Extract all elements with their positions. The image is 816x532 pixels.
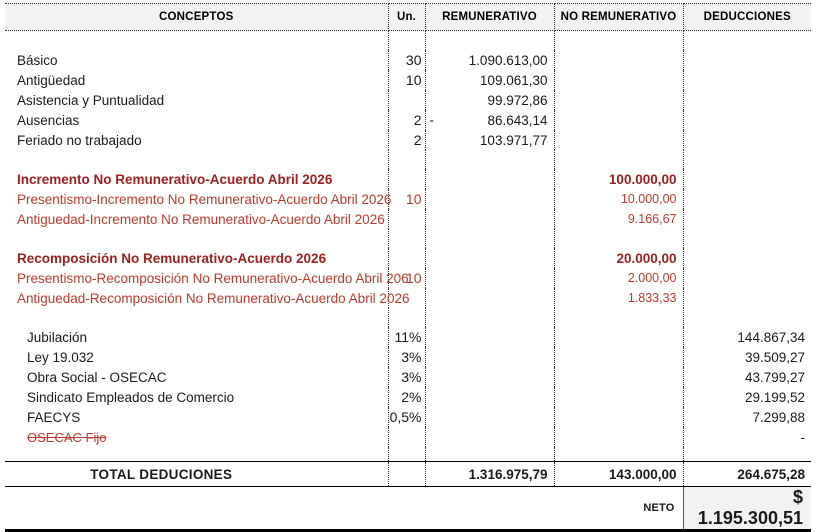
spacer-cell: [388, 447, 425, 462]
non-remunerative-value: 10.000,00: [554, 189, 683, 209]
table-row: [5, 90, 811, 110]
table-row: [5, 50, 811, 70]
remunerative-value: 1.090.613,00: [425, 50, 554, 70]
table-row: [5, 347, 811, 367]
concept-label: Antiguedad-Incremento No Remunerativo-Acuerdo Abril 2026: [5, 209, 388, 229]
table-row: [5, 288, 811, 308]
table-row: [5, 367, 811, 387]
spacer-cell: [683, 31, 811, 51]
concept-label: Asistencia y Puntualidad: [5, 90, 388, 110]
unit-value: 2%: [388, 387, 425, 407]
deduction-value: [683, 70, 811, 90]
concept-label: Ley 19.032: [5, 347, 388, 367]
neto-label: NETO: [554, 487, 683, 531]
spacer-row-pre-total: [5, 447, 811, 462]
total-label: TOTAL DEDUCIONES: [5, 462, 388, 487]
remunerative-value: [425, 268, 554, 288]
spacer-cell: [683, 447, 811, 462]
non-remunerative-value: [554, 427, 683, 447]
unit-value: 2: [388, 130, 425, 150]
spacer-cell: [554, 150, 683, 169]
spacer-cell: [554, 229, 683, 248]
non-remunerative-value: [554, 327, 683, 347]
table-row: [5, 327, 811, 347]
concept-label: Presentismo-Incremento No Remunerativo-Acuerdo Abril 2026: [5, 189, 388, 209]
deduction-value: [683, 110, 811, 130]
spacer-cell: [5, 150, 388, 169]
concept-label: Antiguedad-Recomposición No Remunerativo-Acuerdo Abril 2026: [5, 288, 388, 308]
total-unit-cell: [388, 462, 425, 487]
remunerative-value: [425, 110, 554, 130]
non-remunerative-value: [554, 70, 683, 90]
spacer-row-top: [5, 31, 811, 51]
accord-title-row: [5, 248, 811, 268]
spacer-cell: [683, 229, 811, 248]
payroll-table: [5, 3, 811, 532]
total-remunerative-value: 1.316.975,79: [425, 462, 554, 487]
concept-label: Sindicato Empleados de Comercio: [5, 387, 388, 407]
deduction-value: [683, 268, 811, 288]
remunerative-value: [425, 347, 554, 367]
deduction-value: 144.867,34: [737, 329, 805, 345]
non-remunerative-value: [554, 90, 683, 110]
remunerative-value: [425, 427, 554, 447]
spacer-cell: [554, 447, 683, 462]
remunerative-value: 109.061,30: [425, 70, 554, 90]
spacer-cell: [425, 31, 554, 51]
spacer-cell: [683, 150, 811, 169]
table-row: [5, 110, 811, 130]
spacer-cell: [5, 31, 388, 51]
unit-value: 10: [388, 189, 425, 209]
accord-title-label: Recomposición No Remunerativo-Acuerdo 2026: [5, 248, 388, 268]
remunerative-value: 99.972,86: [425, 90, 554, 110]
table-row: [5, 189, 811, 209]
deduction-value: 7.299,88: [752, 409, 805, 425]
table-row: [5, 387, 811, 407]
deduction-value: [683, 130, 811, 150]
remunerative-amount: 86.643,14: [487, 112, 548, 128]
unit-value: 10: [388, 268, 425, 288]
spacer-cell: [425, 150, 554, 169]
unit-value: 3%: [388, 347, 425, 367]
non-remunerative-value: [554, 347, 683, 367]
remunerative-value: [425, 189, 554, 209]
struck-concept-text: OSECAC Fijo: [27, 429, 107, 445]
column-header-no-remunerativo: NO REMUNERATIVO: [554, 4, 683, 31]
column-header-deducciones: DEDUCCIONES: [683, 4, 811, 31]
table-header-row: [5, 4, 811, 31]
unit-value: [388, 169, 425, 189]
concept-label: Obra Social - OSECAC: [5, 367, 388, 387]
unit-value: 0,5%: [388, 407, 425, 427]
concept-label: Jubilación: [5, 327, 388, 347]
remunerative-value: [425, 248, 554, 268]
concept-label: Antigüedad: [5, 70, 388, 90]
non-remunerative-value: 1.833,33: [554, 288, 683, 308]
remunerative-value: [425, 407, 554, 427]
spacer-cell: [425, 229, 554, 248]
non-remunerative-value: 9.166,67: [554, 209, 683, 229]
concept-label: Presentismo-Recomposición No Remunerativo-Acuerdo Abril 206: [5, 268, 388, 288]
table-row-struck: [5, 427, 811, 447]
remunerative-value: 103.971,77: [425, 130, 554, 150]
deduction-value: 43.799,27: [744, 369, 805, 385]
non-remunerative-value: [554, 50, 683, 70]
unit-value: [388, 90, 425, 110]
unit-value: 3%: [388, 367, 425, 387]
non-remunerative-value: 20.000,00: [554, 248, 683, 268]
spacer-cell: [5, 229, 388, 248]
remunerative-value: [425, 387, 554, 407]
remunerative-value: [425, 367, 554, 387]
deduction-value: 39.509,27: [744, 349, 805, 365]
non-remunerative-value: 100.000,00: [554, 169, 683, 189]
spacer-cell: [683, 308, 811, 327]
unit-value: [388, 427, 425, 447]
payroll-sheet: [0, 3, 816, 528]
spacer-row: [5, 150, 811, 169]
non-remunerative-value: [554, 130, 683, 150]
unit-value: 10: [388, 70, 425, 90]
remunerative-value: [425, 169, 554, 189]
total-non-remunerative-value: 143.000,00: [554, 462, 683, 487]
unit-value: 30: [388, 50, 425, 70]
unit-value: [388, 248, 425, 268]
non-remunerative-value: [554, 110, 683, 130]
deduction-value: [683, 169, 811, 189]
concept-label: Ausencias: [5, 110, 388, 130]
total-deductions-value: 264.675,28: [683, 462, 811, 487]
deduction-value: [683, 90, 811, 110]
table-row: [5, 130, 811, 150]
table-row: [5, 268, 811, 288]
remunerative-value: [425, 327, 554, 347]
column-header-conceptos: CONCEPTOS: [5, 4, 388, 31]
negative-sign: -: [429, 112, 434, 128]
spacer-cell: [388, 229, 425, 248]
deduction-value: -: [800, 429, 805, 445]
spacer-row: [5, 308, 811, 327]
accord-title-row: [5, 169, 811, 189]
spacer-cell: [5, 308, 388, 327]
unit-value: 2: [388, 110, 425, 130]
non-remunerative-value: [554, 387, 683, 407]
concept-label: Feriado no trabajado: [5, 130, 388, 150]
remunerative-value: [425, 288, 554, 308]
spacer-cell: [554, 308, 683, 327]
spacer-cell: [554, 31, 683, 51]
unit-value: [388, 209, 425, 229]
spacer-cell: [425, 308, 554, 327]
non-remunerative-value: [554, 367, 683, 387]
concept-label: FAECYS: [5, 407, 388, 427]
spacer-cell: [388, 150, 425, 169]
column-header-unidades: Un.: [388, 4, 425, 31]
neto-empty-cell: [5, 487, 554, 531]
spacer-cell: [388, 31, 425, 51]
total-row: [5, 462, 811, 487]
table-row: [5, 209, 811, 229]
neto-value: $ 1.195.300,51: [683, 487, 811, 531]
spacer-row: [5, 229, 811, 248]
deduction-value: 29.199,52: [744, 389, 805, 405]
deduction-value: [683, 248, 811, 268]
column-header-remunerativo: REMUNERATIVO: [425, 4, 554, 31]
concept-label-struck: [5, 427, 388, 447]
spacer-cell: [388, 308, 425, 327]
spacer-cell: [5, 447, 388, 462]
spacer-cell: [425, 447, 554, 462]
non-remunerative-value: 2.000,00: [554, 268, 683, 288]
deduction-value: [683, 209, 811, 229]
accord-title-label: Incremento No Remunerativo-Acuerdo Abril 2026: [5, 169, 388, 189]
unit-value: 11%: [388, 327, 425, 347]
concept-label: Básico: [5, 50, 388, 70]
deduction-value: [683, 288, 811, 308]
neto-row: [5, 487, 811, 531]
table-row: [5, 70, 811, 90]
non-remunerative-value: [554, 407, 683, 427]
deduction-value: [683, 189, 811, 209]
deduction-value: [683, 50, 811, 70]
remunerative-value: [425, 209, 554, 229]
table-row: [5, 407, 811, 427]
